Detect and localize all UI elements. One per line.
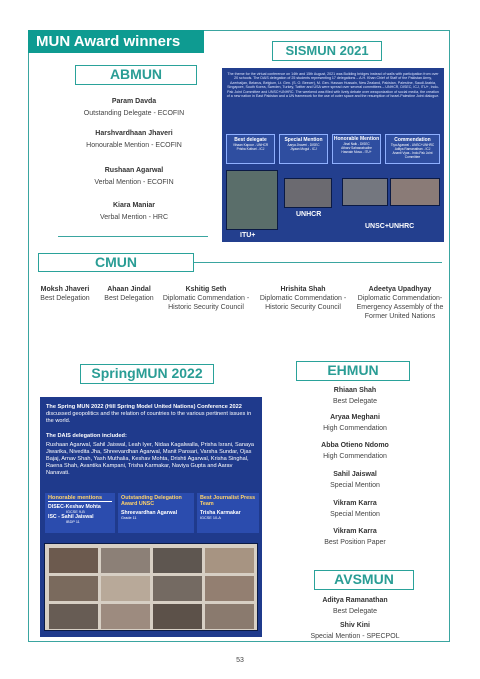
cmun-heading: CMUN [38,253,194,272]
divider [58,236,208,237]
itu-video-grid [226,170,278,230]
page-title-banner: MUN Award winners [28,30,204,53]
unsc-label: UNSC+UNHRC [365,223,415,230]
delegation-list: Rushaan Agarwal, Sahil Jaiswal, Leah Iyer, Nidaa Kagalwalla, Prisha Israni, Sanaya Jiwarika, Nivedita Jha, Shreevardhan Agarwal, Manit Pansari, Varsha Sundar, Ojas Bajaj, Arnav Shah, Yash Muthalia, Keshav Mohta, Drishti Agarwal, Krisha Singhal, Raena Shah, Avantika Kampani, Trisha Karmakar, Naviya Gupta and Aarav Nanavati. [46,442,255,476]
abmun-winner: Rushaan Agarwal Verbal Mention - ECOFIN [94,167,174,186]
cmun-winner: Adeetya Upadhyay Diplomatic Commendation- Emergency Assembly of the Former United Nations [356,286,444,320]
abmun-winner: Harshvardhaan Jhaveri Honourable Mention - ECOFIN [86,130,182,149]
springmun-intro: The Spring MUN 2022 (Hill Spring Model United Nations) Conference 2022 discussed geopolitics and the relation of countries to the various pertinent issues in the world. [46,404,252,424]
abmun-winner: Kiara Maniar Verbal Mention - HRC [99,202,169,221]
unhcr-label: UNHCR [296,211,322,218]
cmun-winner: Ahaan Jindal Best Delegation [104,286,154,302]
sismun-description: The theme for the virtual conference on 14th and 15th August, 2021 was Building bridges instead of walls with participation from over 20 schools. The DAIS delegation of 25 students representing 17 delegations – A.H. Khan Chief of Staff of the Pakistan Army, Azerbaijan, Belarus, Belgium, Lt. Gen. (S. O. Beecer), M. Gen. Hassan Hussain, New Zealand, Pakistan, Palestine, Saudi Arabia, Singapore, South Korea, Sweden, Turkey, Twitter and USA were spread over several committees – UNHCR, DISEC, ICJ, ITU+, Indo-Pak Joint Committee and UNSC+UNHRC. The weekend was filled with lively debate over weaponization of social media, the creation of a new nation in East Pakistan and a UN framework for the use of outer space and the resumption of Israel-Palestine Joint dialogue. [226,72,440,99]
avsmun-winner: Aditya Ramanathan Best Delegate [322,597,388,615]
delegation-heading: The DAIS delegation included: [46,433,127,439]
cmun-winner: Hrishita Shah Diplomatic Commendation - Historic Security Council [259,286,347,311]
ehmun-winner: Vikram Karra Special Mention [330,500,380,518]
outstanding-delegation-box: Outstanding Delegation Award UNSC Shreevardhan Agarwal Grade 11 [118,493,194,533]
best-journalist-box: Best Journalist Press Team Trisha Karmakar IGCSE 10-A [197,493,259,533]
ehmun-winner: Aryaa Meghani High Commendation [323,414,387,432]
page-number: 53 [236,657,244,664]
abmun-winner: Param Davda Outstanding Delegate - ECOFIN [83,98,185,117]
unsc-video-grid [390,178,440,206]
avsmun-winner: Shiv Kini Special Mention - SPECPOL [310,622,400,640]
ehmun-winner: Vikram Karra Best Position Paper [324,528,386,546]
cmun-winner: Kshitig Seth Diplomatic Commendation - Historic Security Council [162,286,250,311]
sismun-photo-collage [222,68,444,242]
divider [194,262,442,263]
ehmun-winner: Rhiaan Shah Best Delegate [333,387,377,405]
sismun-award-box: Commendation Tiya Agarwal - UNSC+UNHRC Aditya Ramanathan - ICJ Ananti Vyas - Indo-Pak Joint Committee [385,134,440,164]
abmun-heading: ABMUN [75,65,197,85]
avsmun-heading: AVSMUN [314,570,414,590]
honorable-mentions-box: Honorable mentions DISEC-Keshav Mohta IGCSE 9-B ISC - Sahil Jaiswal IBDP 11 [45,493,115,533]
itu-label: ITU+ [240,232,256,239]
springmun-video-grid [44,543,258,631]
unhcr-video-grid [284,178,332,208]
springmun-heading: SpringMUN 2022 [80,364,214,384]
ehmun-winner: Abba Otieno Ndomo High Commendation [321,442,389,460]
ehmun-winner: Sahil Jaiswal Special Mention [330,471,380,489]
sismun-award-box: Honorable Mention Jinal Naik - DISEC Atharv Sahasrabudhe Hasnain Mosa - ITU+ [332,134,381,164]
ehmun-heading: EHMUN [296,361,410,381]
sismun-award-box: Special Mention Aarya Jhaveri - DISEC Jiyaan Mogul - ICJ [279,134,328,164]
unsc-video-grid [342,178,388,206]
sismun-heading: SISMUN 2021 [272,41,382,61]
cmun-winner: Moksh Jhaveri Best Delegation [40,286,90,302]
springmun-panel [40,397,262,637]
sismun-award-box: Best delegate Vihaan Kapoor - UNHCR Prisha Kothari - ICJ [226,134,275,164]
